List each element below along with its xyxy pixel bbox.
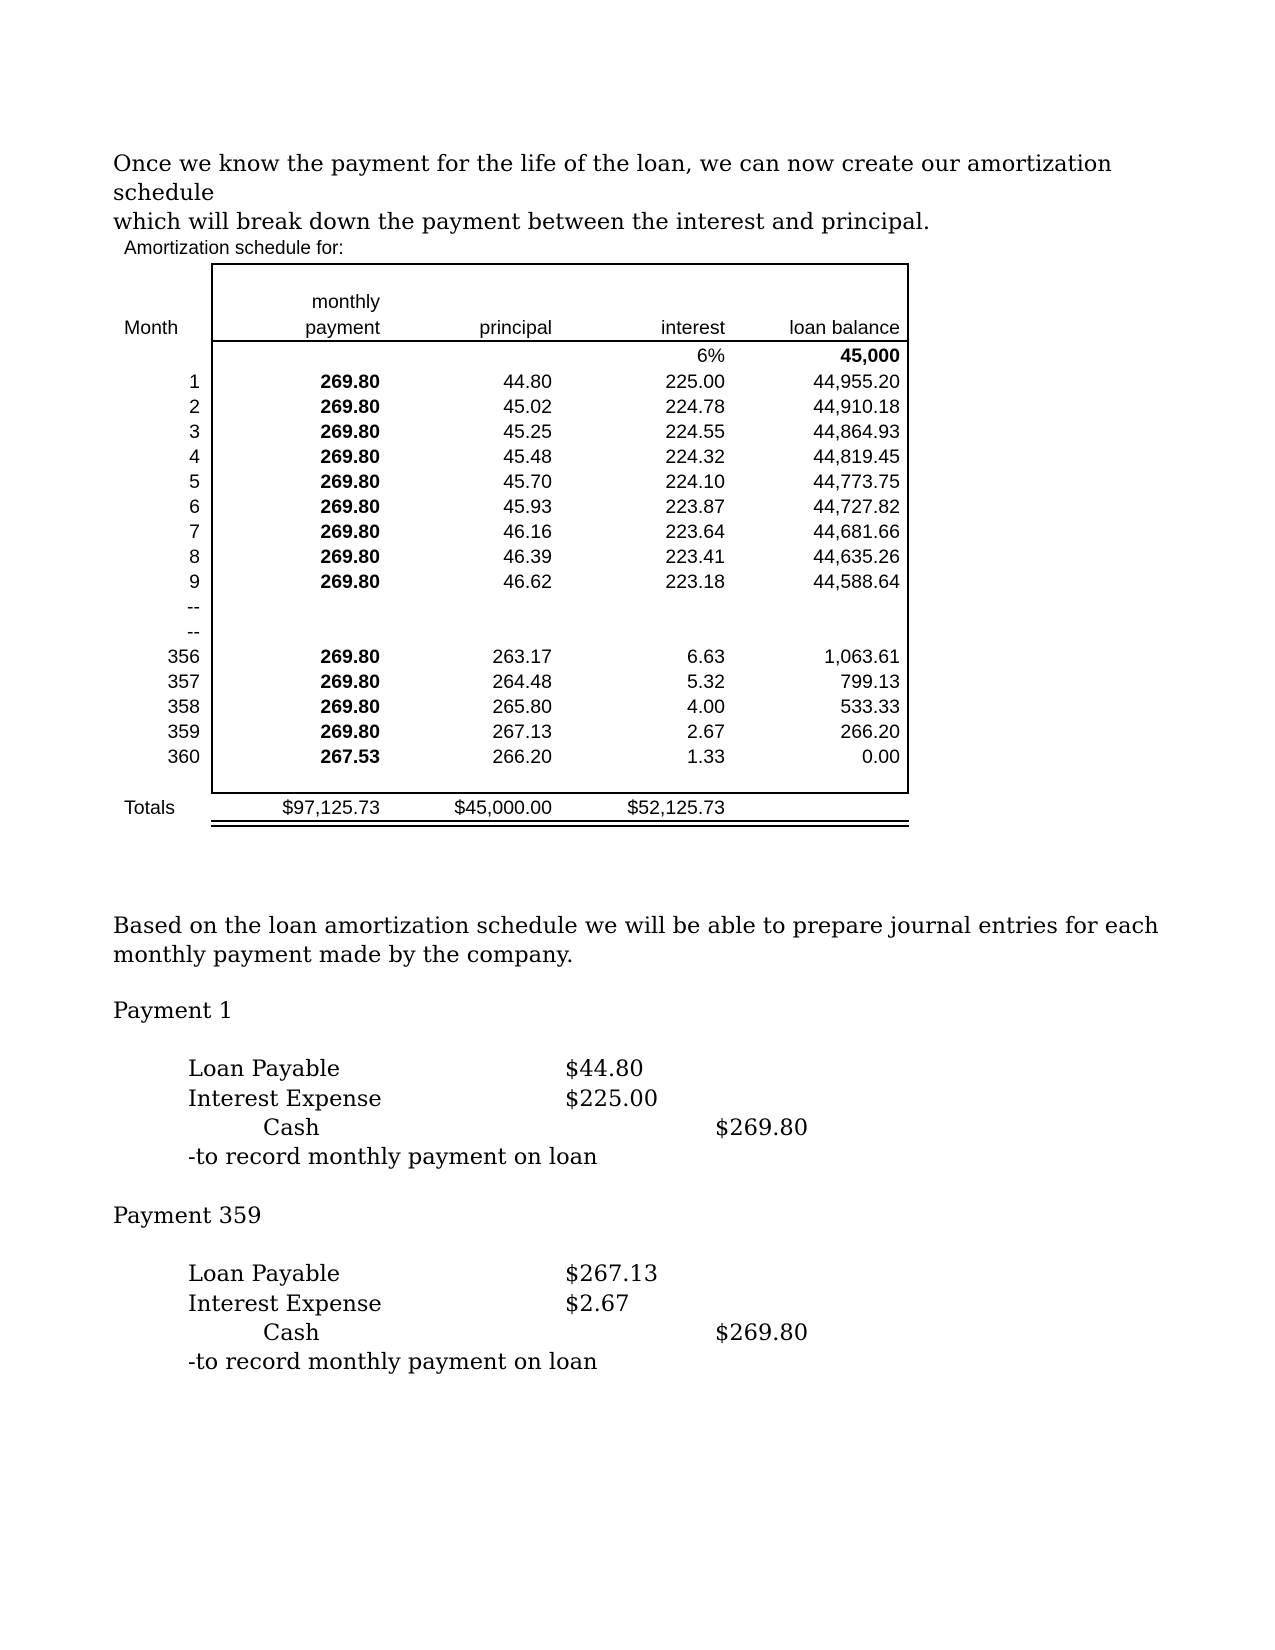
header-loan-balance: loan balance — [789, 317, 900, 339]
row-interest: 6.63 — [687, 646, 725, 668]
schedule-title: Amortization schedule for: — [124, 238, 344, 259]
row-balance: 1,063.61 — [824, 646, 900, 668]
row-month: 5 — [189, 471, 200, 493]
row-principal: 46.62 — [503, 571, 552, 593]
intro-line-2: which will break down the payment between the interest and principal. — [113, 209, 930, 235]
row-principal: 267.13 — [492, 721, 552, 743]
row-payment: 269.80 — [320, 496, 380, 518]
debit-account-loan-payable: Loan Payable — [188, 1261, 341, 1287]
footer-rule — [211, 792, 909, 794]
row-month: 7 — [189, 521, 200, 543]
row-month: 357 — [167, 671, 200, 693]
debit-amount-loan-payable: $44.80 — [565, 1056, 644, 1082]
row-balance: 44,819.45 — [813, 446, 900, 468]
totals-label: Totals — [124, 797, 175, 819]
row-interest: 1.33 — [687, 746, 725, 768]
row-interest: 5.32 — [687, 671, 725, 693]
row-month: 9 — [189, 571, 200, 593]
intro-paragraph — [113, 150, 1193, 237]
row-balance: 44,727.82 — [813, 496, 900, 518]
interest-rate: 6% — [696, 345, 725, 367]
row-principal: 46.16 — [503, 521, 552, 543]
row-balance: 44,773.75 — [813, 471, 900, 493]
row-month: 8 — [189, 546, 200, 568]
row-payment: 269.80 — [320, 446, 380, 468]
header-payment-line2: payment — [305, 317, 380, 339]
row-payment: 269.80 — [320, 571, 380, 593]
header-month: Month — [124, 317, 179, 339]
header-payment-line1: monthly — [311, 291, 380, 313]
credit-amount-cash: $269.80 — [715, 1115, 809, 1141]
header-interest: interest — [661, 317, 725, 339]
row-month: 358 — [167, 696, 200, 718]
entry-memo: -to record monthly payment on loan — [188, 1349, 598, 1375]
debit-amount-loan-payable: $267.13 — [565, 1261, 659, 1287]
header-rule — [211, 340, 909, 342]
debit-account-interest-expense: Interest Expense — [188, 1086, 382, 1112]
row-month: 360 — [167, 746, 200, 768]
totals-principal: $45,000.00 — [454, 797, 552, 819]
journal-intro-line-2: monthly payment made by the company. — [113, 942, 574, 968]
row-principal: 263.17 — [492, 646, 552, 668]
debit-amount-interest-expense: $225.00 — [565, 1086, 659, 1112]
row-interest: 223.64 — [665, 521, 725, 543]
debit-amount-interest-expense: $2.67 — [565, 1291, 630, 1317]
row-balance: 44,588.64 — [813, 571, 900, 593]
row-payment: 269.80 — [320, 646, 380, 668]
totals-double-rule-top — [211, 820, 909, 822]
row-payment: 269.80 — [320, 671, 380, 693]
row-interest: 2.67 — [687, 721, 725, 743]
row-interest: 223.41 — [665, 546, 725, 568]
totals-interest: $52,125.73 — [627, 797, 725, 819]
row-principal: 45.02 — [503, 396, 552, 418]
row-balance: 0.00 — [862, 746, 900, 768]
row-payment: 269.80 — [320, 521, 380, 543]
row-interest: 224.32 — [665, 446, 725, 468]
credit-amount-cash: $269.80 — [715, 1320, 809, 1346]
row-month: 3 — [189, 421, 200, 443]
row-month: -- — [187, 596, 200, 618]
row-principal: 46.39 — [503, 546, 552, 568]
row-principal: 44.80 — [503, 371, 552, 393]
entry-heading: Payment 359 — [113, 1203, 262, 1229]
row-principal: 45.25 — [503, 421, 552, 443]
row-interest: 223.87 — [665, 496, 725, 518]
row-month: 359 — [167, 721, 200, 743]
row-month: -- — [187, 621, 200, 643]
row-interest: 224.10 — [665, 471, 725, 493]
row-payment: 269.80 — [320, 371, 380, 393]
entry-memo: -to record monthly payment on loan — [188, 1144, 598, 1170]
row-principal: 265.80 — [492, 696, 552, 718]
totals-payment: $97,125.73 — [282, 797, 380, 819]
row-interest: 224.78 — [665, 396, 725, 418]
row-month: 356 — [167, 646, 200, 668]
row-principal: 45.93 — [503, 496, 552, 518]
intro-line-1: Once we know the payment for the life of the loan, we can now create our amortization schedule — [113, 151, 1112, 206]
row-month: 4 — [189, 446, 200, 468]
row-month: 1 — [189, 371, 200, 393]
credit-account-cash: Cash — [263, 1115, 320, 1141]
row-month: 6 — [189, 496, 200, 518]
journal-intro-line-1: Based on the loan amortization schedule we will be able to prepare journal entries for each — [113, 913, 1159, 939]
row-interest: 225.00 — [665, 371, 725, 393]
row-balance: 44,864.93 — [813, 421, 900, 443]
header-principal: principal — [479, 317, 552, 339]
starting-balance: 45,000 — [840, 345, 900, 367]
row-balance: 44,955.20 — [813, 371, 900, 393]
row-payment: 269.80 — [320, 421, 380, 443]
row-balance: 799.13 — [840, 671, 900, 693]
row-payment: 269.80 — [320, 696, 380, 718]
debit-account-interest-expense: Interest Expense — [188, 1291, 382, 1317]
row-payment: 269.80 — [320, 471, 380, 493]
row-balance: 266.20 — [840, 721, 900, 743]
row-principal: 45.70 — [503, 471, 552, 493]
row-payment: 269.80 — [320, 721, 380, 743]
row-balance: 44,910.18 — [813, 396, 900, 418]
row-principal: 264.48 — [492, 671, 552, 693]
row-principal: 45.48 — [503, 446, 552, 468]
debit-account-loan-payable: Loan Payable — [188, 1056, 341, 1082]
row-interest: 4.00 — [687, 696, 725, 718]
row-payment: 269.80 — [320, 546, 380, 568]
totals-double-rule-bottom — [211, 825, 909, 827]
row-payment: 267.53 — [320, 746, 380, 768]
row-principal: 266.20 — [492, 746, 552, 768]
entry-heading: Payment 1 — [113, 998, 233, 1024]
row-balance: 44,681.66 — [813, 521, 900, 543]
row-interest: 224.55 — [665, 421, 725, 443]
journal-intro-paragraph — [113, 912, 1193, 970]
credit-account-cash: Cash — [263, 1320, 320, 1346]
row-balance: 533.33 — [840, 696, 900, 718]
row-interest: 223.18 — [665, 571, 725, 593]
row-month: 2 — [189, 396, 200, 418]
row-balance: 44,635.26 — [813, 546, 900, 568]
row-payment: 269.80 — [320, 396, 380, 418]
